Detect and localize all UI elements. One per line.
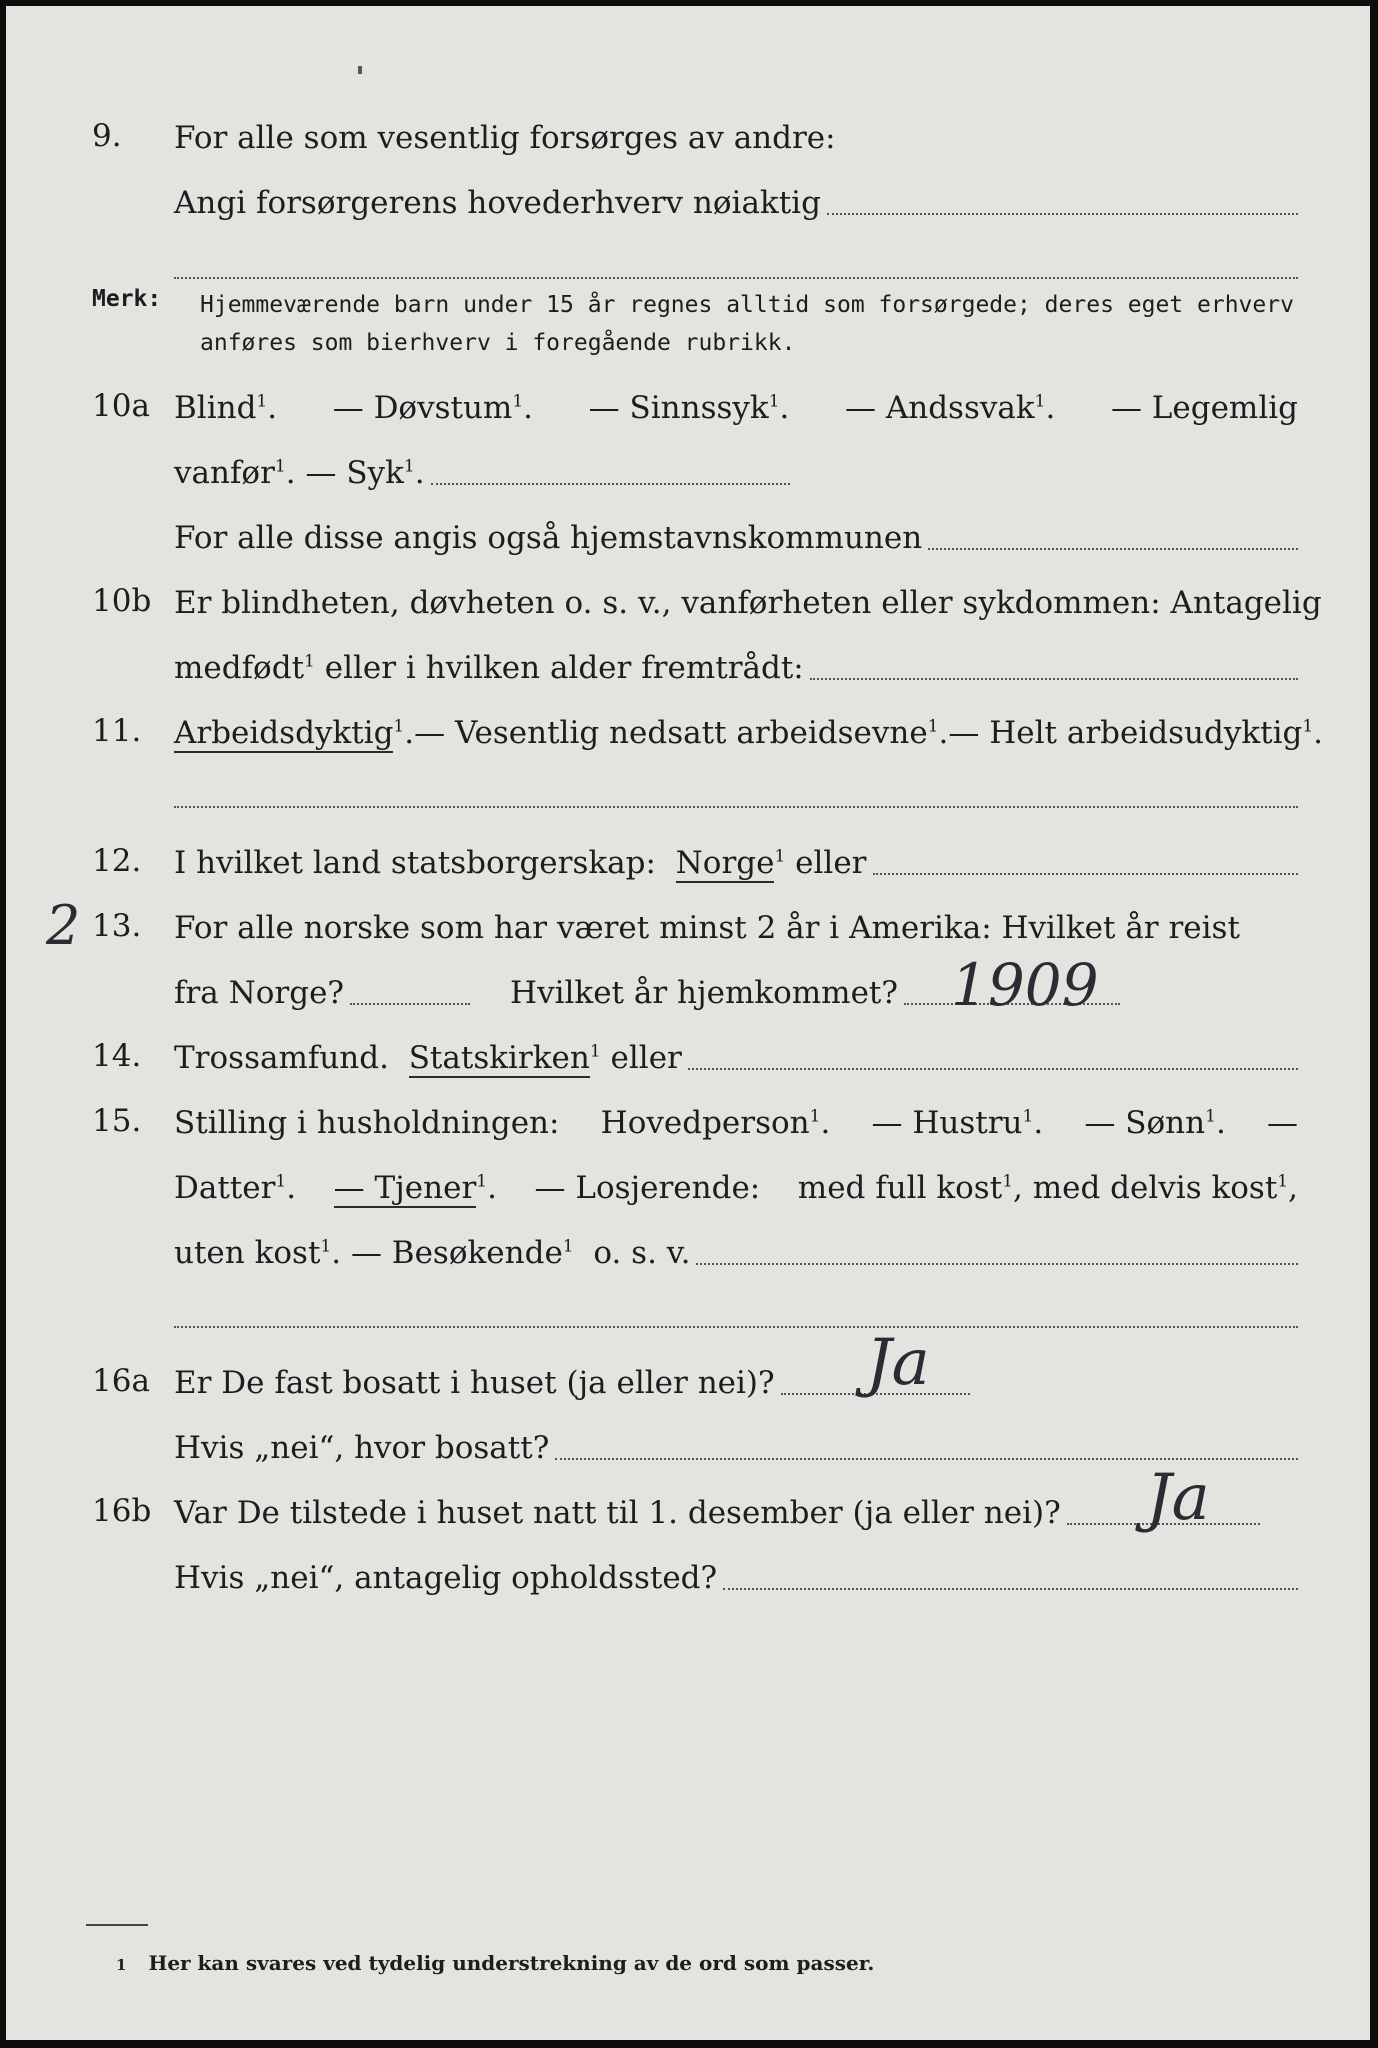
q14-number: 14. (92, 1038, 142, 1074)
q9-line2 (6, 171, 1370, 231)
q16a-bosatt-field[interactable] (555, 1458, 1298, 1460)
q10b-line1 (6, 571, 1370, 631)
footnote (116, 1951, 874, 1975)
q11-udyktig: — Helt arbeidsudyktig (948, 715, 1303, 751)
q16a-number: 16a (92, 1363, 150, 1399)
q14-eller: eller (610, 1040, 682, 1076)
q12-eller: eller (795, 845, 867, 881)
q10a-andssvak: — Andssvak (845, 390, 1035, 426)
q12-line: 12. I hvilket land statsborgerskap: Norge$^1$ eller (6, 831, 1370, 891)
q10a-dovstum: — Døvstum (332, 390, 513, 426)
q15-hustru: — Hustru (871, 1105, 1023, 1141)
q15-dash: — (1267, 1105, 1298, 1141)
q15-besokende: — Besøkende (350, 1235, 563, 1271)
footnote-rule (86, 1924, 148, 1926)
q15-sonn: — Sønn (1084, 1105, 1206, 1141)
q13-line1 (6, 896, 1370, 956)
q14-statskirken: Statskirken (408, 1040, 590, 1076)
q15-line2: Datter$^1$. — Tjener$^1$. — Losjerende: med full kost$^1$, med delvis kost$^1$, (174, 1170, 1298, 1206)
q9-extra-rule[interactable] (174, 277, 1298, 279)
q10a-line1: 10a Blind$^1$. — Døvstum$^1$. — Sinnssyk$^1$. — Andssvak$^1$. — Legemlig (6, 376, 1370, 436)
q16b-answer: Ja (1146, 1461, 1210, 1535)
q10a-sinnssyk: — Sinnssyk (588, 390, 769, 426)
q9-line1 (6, 106, 1370, 166)
q10a-blind: Blind (174, 390, 257, 426)
q15-uten-kost: uten kost (174, 1235, 321, 1271)
q12-prompt: I hvilket land statsborgerskap: (174, 845, 656, 881)
q16b-opholdssted-prompt: Hvis „nei“, antagelig opholdssted? (174, 1560, 718, 1596)
q10a-line3 (6, 506, 1370, 566)
q16a-question: Er De fast bosatt i huset (ja eller nei)? (174, 1365, 775, 1401)
q16b-line2 (6, 1546, 1370, 1606)
footnote-mark: 1 (116, 1956, 127, 1974)
merk-label: Merk: (92, 286, 162, 312)
punch-mark (358, 66, 362, 74)
q15-osv: o. s. v. (593, 1235, 691, 1271)
q9-prompt: Angi forsørgerens hovederhverv nøiaktig (174, 185, 821, 221)
q13-answer-year: 1909 (951, 951, 1099, 1019)
q11-extra-rule[interactable] (174, 806, 1298, 808)
q10a-number: 10a (92, 388, 150, 424)
q9-answer-field[interactable] (827, 213, 1298, 215)
q10a-line2: vanfør$^1$. — Syk$^1$. (6, 441, 1370, 501)
q15-datter: Datter (174, 1170, 276, 1206)
q11-line: 11. Arbeidsdyktig$^1$. — Vesentlig nedsatt arbeidsevne$^1$. — Helt arbeidsudyktig$^1$. (6, 701, 1370, 761)
q16a-answer: Ja (866, 1326, 930, 1400)
q13-reist-field[interactable] (350, 1003, 470, 1005)
q13-hjemkommet-prompt: Hvilket år hjemkommet? (510, 975, 899, 1011)
q15-tjener: — Tjener (333, 1170, 477, 1206)
q10b-line2: medfødt$^1$ eller i hvilken alder fremtrådt: (6, 636, 1370, 696)
q15-prompt: Stilling i husholdningen: (174, 1105, 560, 1141)
q12-norge: Norge (675, 845, 775, 881)
census-form-page (6, 6, 1370, 2040)
q15-hovedperson: Hovedperson (600, 1105, 810, 1141)
q10a-legemlig: — Legemlig (1110, 390, 1298, 426)
q12-number: 12. (92, 843, 142, 879)
q15-line3: uten kost$^1$. — Besøkende$^1$ o. s. v. (6, 1221, 1370, 1281)
q10a-vanfor: vanfør (174, 455, 275, 491)
footnote-text: Her kan svares ved tydelig understrekning av de ord som passer. (148, 1951, 875, 1975)
q9-question: For alle som vesentlig forsørges av andre: (174, 120, 836, 156)
q15-line1: 15. Stilling i husholdningen: Hovedperson$^1$. — Hustru$^1$. — Sønn$^1$. — (6, 1091, 1370, 1151)
q13-question: For alle norske som har været minst 2 år i Amerika: Hvilket år reist (174, 910, 1240, 946)
q10b-alder-field[interactable] (810, 678, 1298, 680)
merk-note (92, 286, 1298, 366)
q11-nedsatt: — Vesentlig nedsatt arbeidsevne (414, 715, 928, 751)
q10a-syk-field[interactable] (431, 483, 790, 485)
q11-arbeidsdyktig: Arbeidsdyktig (174, 715, 394, 751)
q16b-opholdssted-field[interactable] (723, 1588, 1298, 1590)
q9-number: 9. (92, 118, 122, 154)
q16b-number: 16b (92, 1493, 152, 1529)
q16a-line1 (6, 1351, 1370, 1411)
q15-full-kost: med full kost (797, 1170, 1003, 1206)
q10b-alder-prompt: eller i hvilken alder fremtrådt: (324, 650, 804, 686)
q15-extra-rule[interactable] (174, 1326, 1298, 1328)
q15-number: 15. (92, 1103, 142, 1139)
merk-text: Hjemmeværende barn under 15 år regnes alltid som forsørgede; deres eget erhverv anføres som bierhverv i foregående rubrikk. (200, 292, 1294, 356)
q10a-hjemstavn-field[interactable] (928, 548, 1298, 550)
q12-land-field[interactable] (873, 873, 1299, 875)
q14-line: 14. Trossamfund. Statskirken$^1$ eller (6, 1026, 1370, 1086)
q10a-hjemstavn-prompt: For alle disse angis også hjemstavnskommunen (174, 520, 923, 556)
q11-number: 11. (92, 713, 142, 749)
q16a-bosatt-prompt: Hvis „nei“, hvor bosatt? (174, 1430, 550, 1466)
q15-losjerende: — Losjerende: (534, 1170, 761, 1206)
q15-delvis-kost: , med delvis kost (1013, 1170, 1278, 1206)
q14-trossamfund-field[interactable] (688, 1068, 1298, 1070)
q15-stilling-field[interactable] (696, 1263, 1298, 1265)
q13-number: 13. (92, 908, 142, 944)
q10a-syk: — Syk (305, 455, 404, 491)
q10b-number: 10b (92, 583, 152, 619)
q13-margin-mark: 2 (46, 894, 81, 957)
q16b-question: Var De tilstede i huset natt til 1. desember (ja eller nei)? (174, 1495, 1061, 1531)
q13-reist-prompt: fra Norge? (174, 975, 345, 1011)
q10b-question: Er blindheten, døvheten o. s. v., vanførheten eller sykdommen: Antagelig (174, 585, 1322, 621)
q10b-medfodt: medfødt (174, 650, 305, 686)
q13-line2 (6, 961, 1370, 1021)
q14-prompt: Trossamfund. (174, 1040, 389, 1076)
